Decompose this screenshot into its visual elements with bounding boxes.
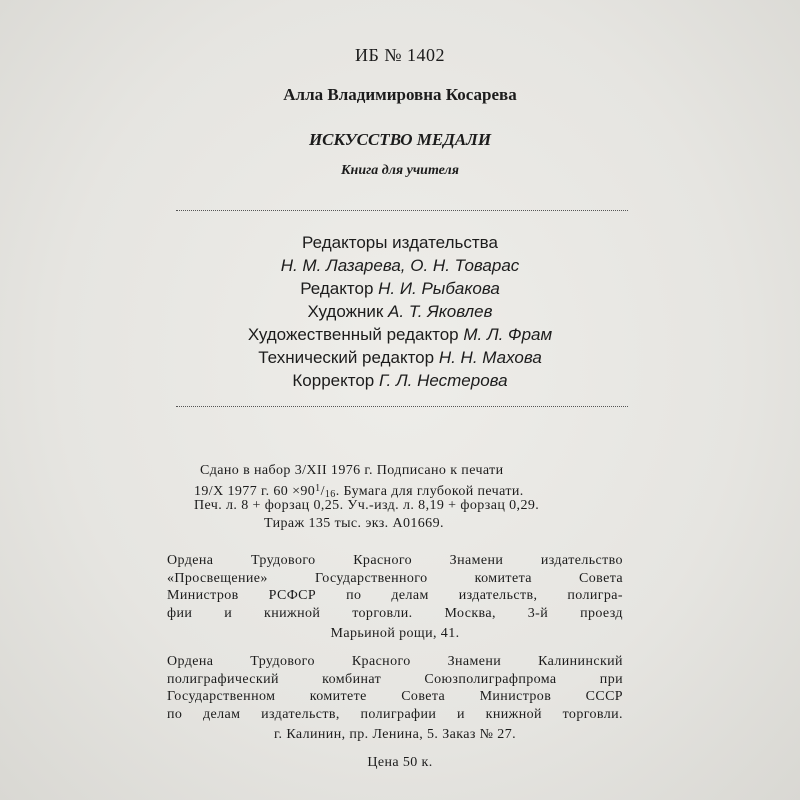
publisher-address: Марьиной рощи, 41. [330,626,460,641]
book-subtitle: Книга для учителя [341,163,459,178]
artist-label: Художник [307,302,384,321]
printer-row: Государственном комитете Совета Министров СССР [167,689,623,704]
editors-label: Редакторы издательства [302,233,498,252]
printer-row: Ордена Трудового Красного Знамени Калининский [167,654,623,669]
art-editor-label: Художественный редактор [247,325,459,344]
imprint-line-1: Сдано в набор 3/XII 1976 г. Подписано к печати [200,463,504,478]
publisher-block [167,552,623,643]
publisher-row: Ордена Трудового Красного Знамени издательство [167,553,623,568]
printer-row: по делам издательств, полиграфии и книжной торговли. [167,706,623,722]
imprint-details [194,462,680,532]
editors-names: Н. М. Лазарева, О. Н. Товарас [280,256,520,275]
corrector-line [0,372,800,389]
printer-block [167,653,623,744]
art-editor-line [0,326,800,343]
imprint-line-3: Печ. л. 8 + форзац 0,25. Уч.-изд. л. 8,19 + форзац 0,29. [194,498,540,513]
author-name: Алла Владимировна Косарева [283,85,517,104]
publisher-row: «Просвещение» Государственного комитета Совета [167,570,623,586]
tech-editor-line [0,349,800,366]
imprint-line-4: Тираж 135 тыс. экз. А01669. [264,515,444,531]
printer-row: полиграфический комбинат Союзполиграфпрома при [167,671,623,687]
editor-line [0,280,800,297]
artist-name: А. Т. Яковлев [388,302,493,321]
corrector-name: Г. Л. Нестерова [378,371,508,390]
editor-label: Редактор [300,279,374,298]
separator-top [176,210,628,211]
publisher-row: фии и книжной торговли. Москва, 3-й проезд [167,605,623,621]
tech-editor-label: Технический редактор [258,348,435,367]
artist-line [0,303,800,320]
corrector-label: Корректор [292,371,375,390]
printer-address: г. Калинин, пр. Ленина, 5. Заказ № 27. [273,727,517,742]
publisher-row: Министров РСФСР по делам издательств, полигра- [167,588,623,603]
separator-bottom [176,406,628,407]
tech-editor-name: Н. Н. Махова [438,348,542,367]
book-title: ИСКУССТВО МЕДАЛИ [308,130,492,149]
art-editor-name: М. Л. Фрам [463,325,553,344]
editor-name: Н. И. Рыбакова [378,279,500,298]
imprint-line-2: 19/X 1977 г. $60 \times 90^1/_{16}$. Бумага для глубокой печати. [194,482,524,500]
ib-number: ИБ № 1402 [354,45,445,65]
price: Цена 50 к. [367,755,433,770]
